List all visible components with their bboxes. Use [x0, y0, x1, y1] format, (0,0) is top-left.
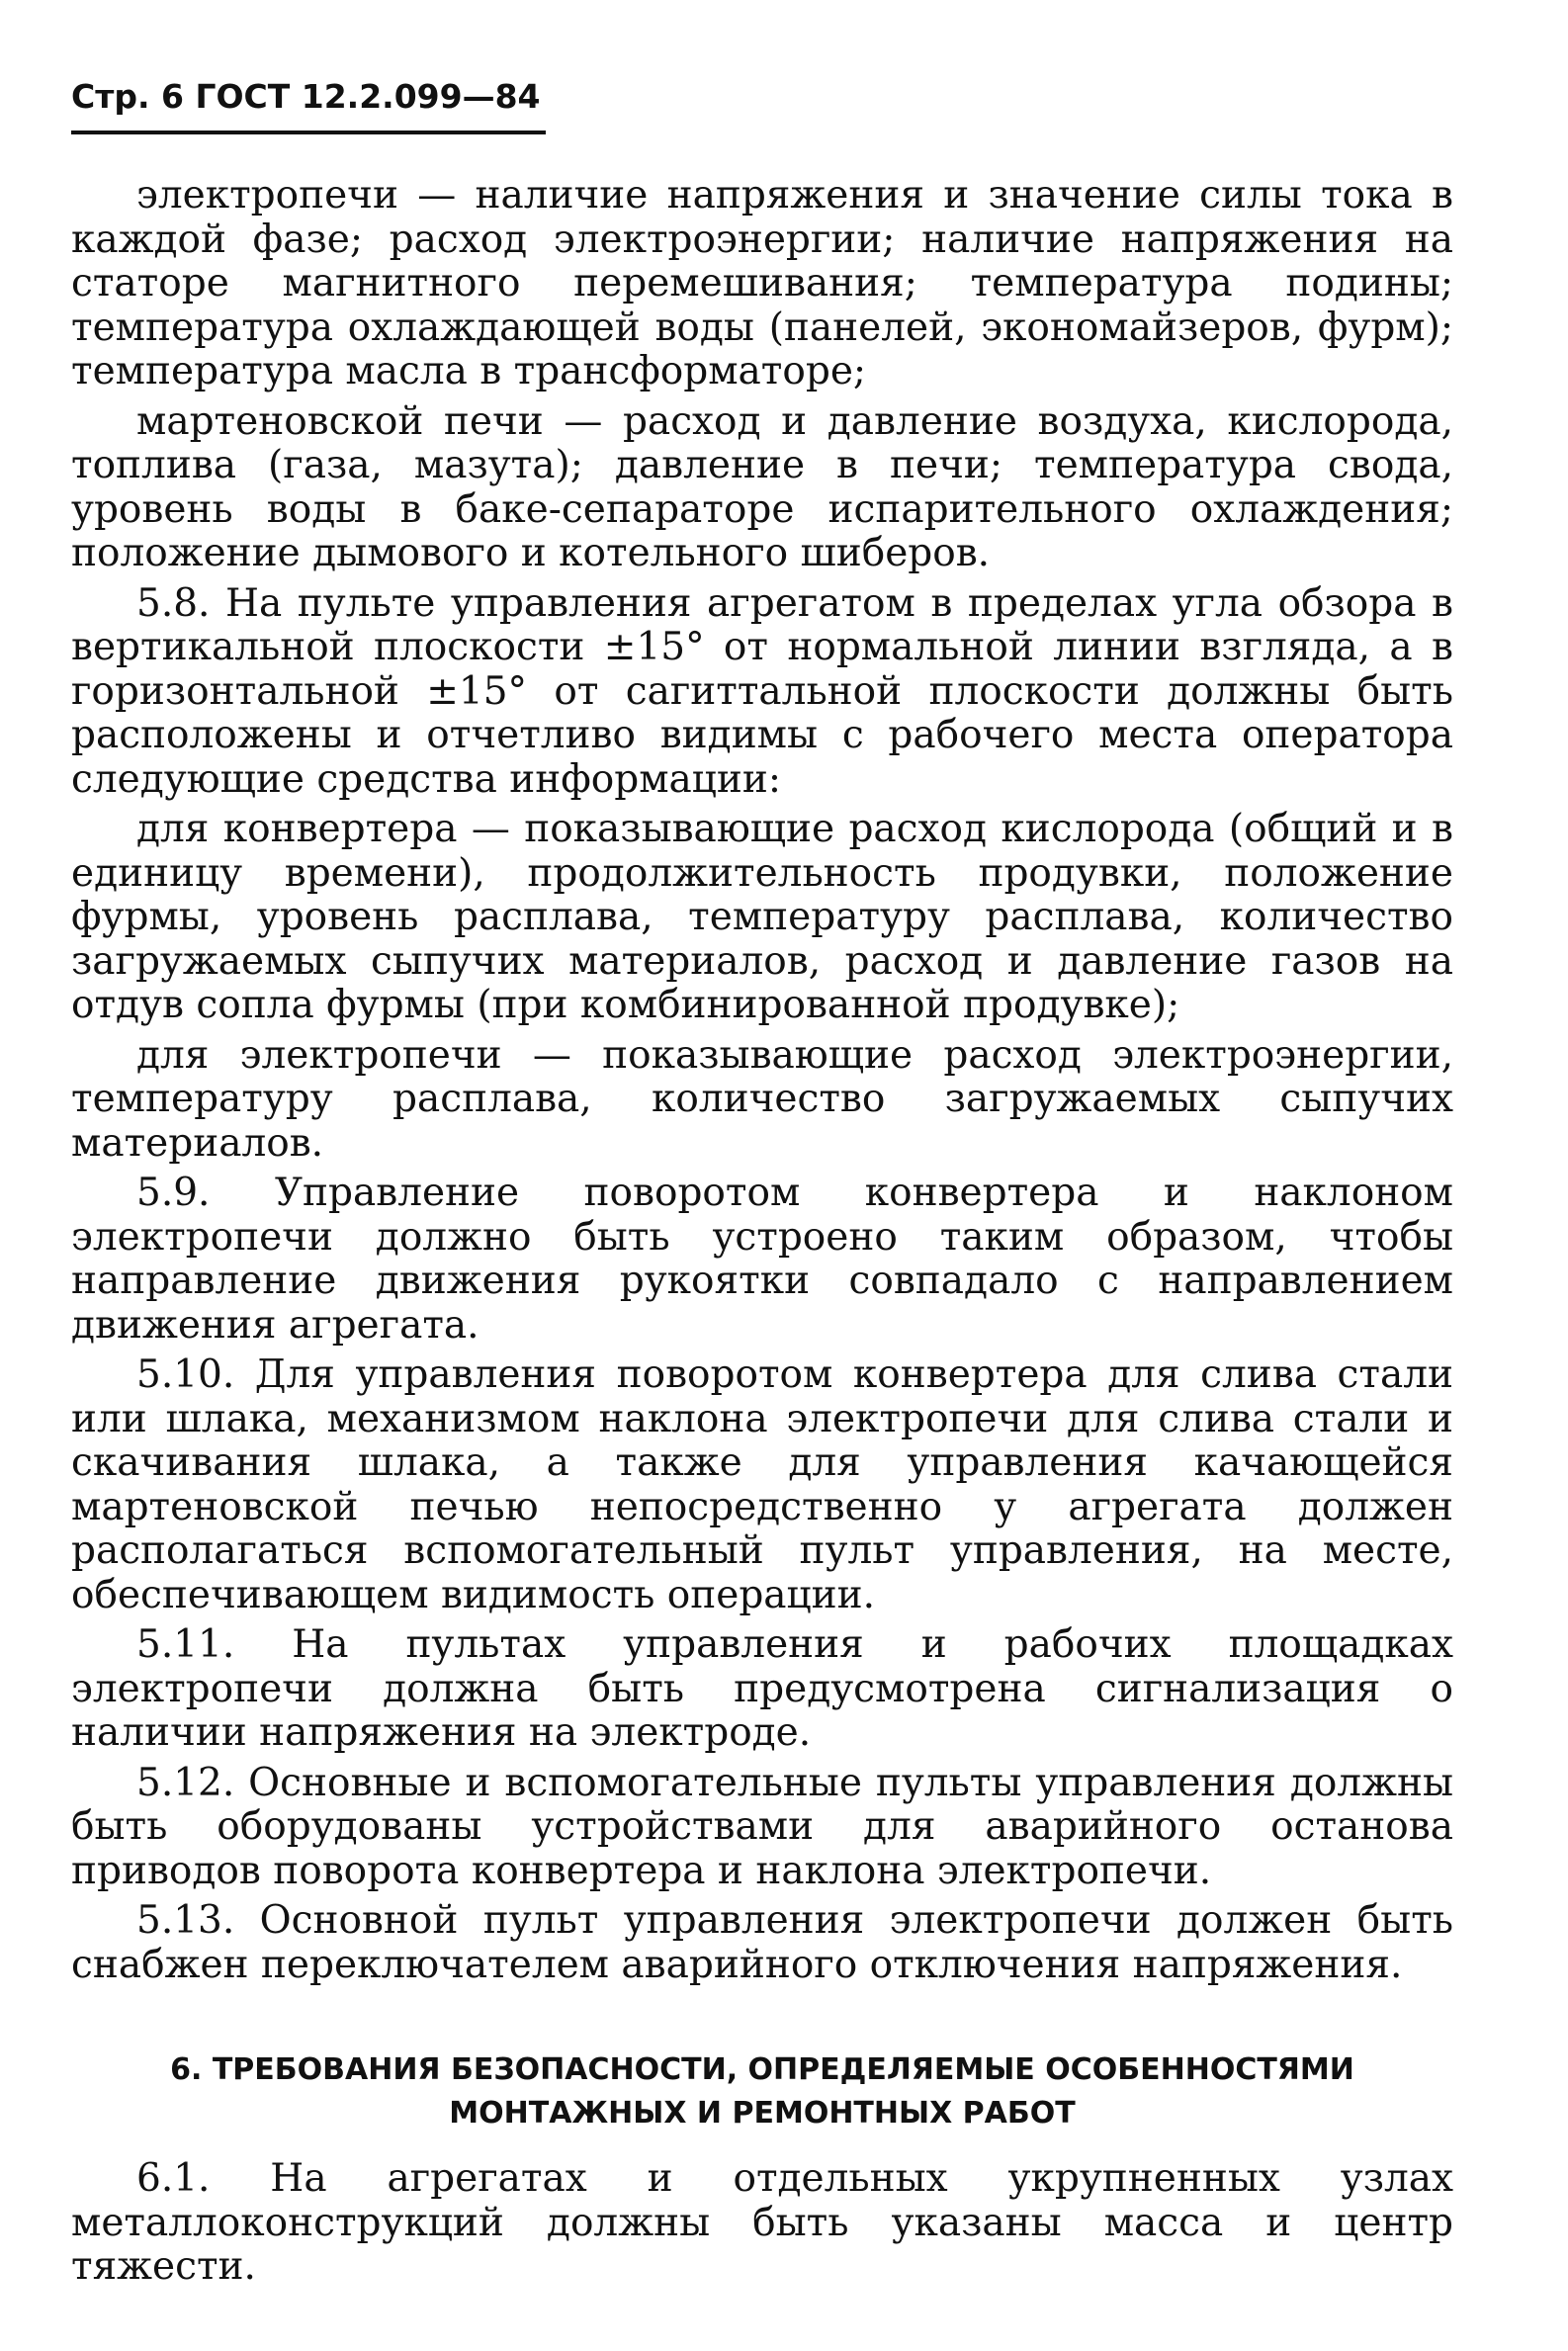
clause-5-13: 5.13. Основной пульт управления электропечи должен быть снабжен переключателем аварийного отключения напряжения.: [71, 1898, 1453, 1987]
document-body: [71, 174, 1453, 2296]
section-6-title: 6. ТРЕБОВАНИЯ БЕЗОПАСНОСТИ, ОПРЕДЕЛЯЕМЫЕ ОСОБЕННОСТЯМИ МОНТАЖНЫХ И РЕМОНТНЫХ РАБОТ: [170, 2052, 1354, 2131]
clause-5-10: 5.10. Для управления поворотом конвертера для слива стали или шлака, механизмом наклона электропечи для слива стали и скачивания шлака, а также для управления качающейся мартеновской печью непосредственно у агрегата должен располагаться вспомогательный пульт управления, на месте, обеспечивающем видимость операции.: [71, 1352, 1453, 1617]
clause-5-11: 5.11. На пультах управления и рабочих площадках электропечи должна быть предусмотрена сигнализация о наличии напряжения на электроде.: [71, 1622, 1453, 1755]
paragraph-converter-instruments: для конвертера — показывающие расход кислорода (общий и в единицу времени), продолжительность продувки, положение фурмы, уровень расплава, температуру расплава, количество загружаемых сыпучих материалов, расход и давление газов на отдув сопла фурмы (при комбинированной продувке);: [71, 807, 1453, 1027]
clause-6-1: 6.1. На агрегатах и отдельных укрупненных узлах металлоконструкций должны быть указаны масса и центр тяжести.: [71, 2156, 1453, 2289]
paragraph-electric-furnace-indicators: электропечи — наличие напряжения и значение силы тока в каждой фазе; расход электроэнергии; наличие напряжения на статоре магнитного перемешивания; температура подины; температура охлаждающей воды (панелей, экономайзеров, фурм); температура масла в трансформаторе;: [71, 173, 1453, 393]
clause-5-9: 5.9. Управление поворотом конвертера и наклоном электропечи должно быть устроено таким образом, чтобы направление движения рукоятки совпадало с направлением движения агрегата.: [71, 1171, 1453, 1348]
clause-5-12: 5.12. Основные и вспомогательные пульты управления должны быть оборудованы устройствами для аварийного останова приводов поворота конвертера и наклона электропечи.: [71, 1760, 1453, 1893]
paragraph-electric-furnace-instruments: для электропечи — показывающие расход электроэнергии, температуру расплава, количество загружаемых сыпучих материалов.: [71, 1032, 1453, 1166]
page-header: Стр. 6 ГОСТ 12.2.099—84: [71, 77, 541, 116]
clause-5-8: 5.8. На пульте управления агрегатом в пределах угла обзора в вертикальной плоскости ±15° от нормальной линии взгляда, а в горизонтальной ±15° от сагиттальной плоскости должны быть расположены и отчетливо видимы с рабочего места оператора следующие средства информации:: [71, 580, 1453, 802]
paragraph-open-hearth-indicators: мартеновской печи — расход и давление воздуха, кислорода, топлива (газа, мазута); давление в печи; температура свода, уровень воды в баке-сепараторе испарительного охлаждения; положение дымового и котельного шиберов.: [71, 398, 1453, 575]
header-rule: [71, 131, 546, 134]
